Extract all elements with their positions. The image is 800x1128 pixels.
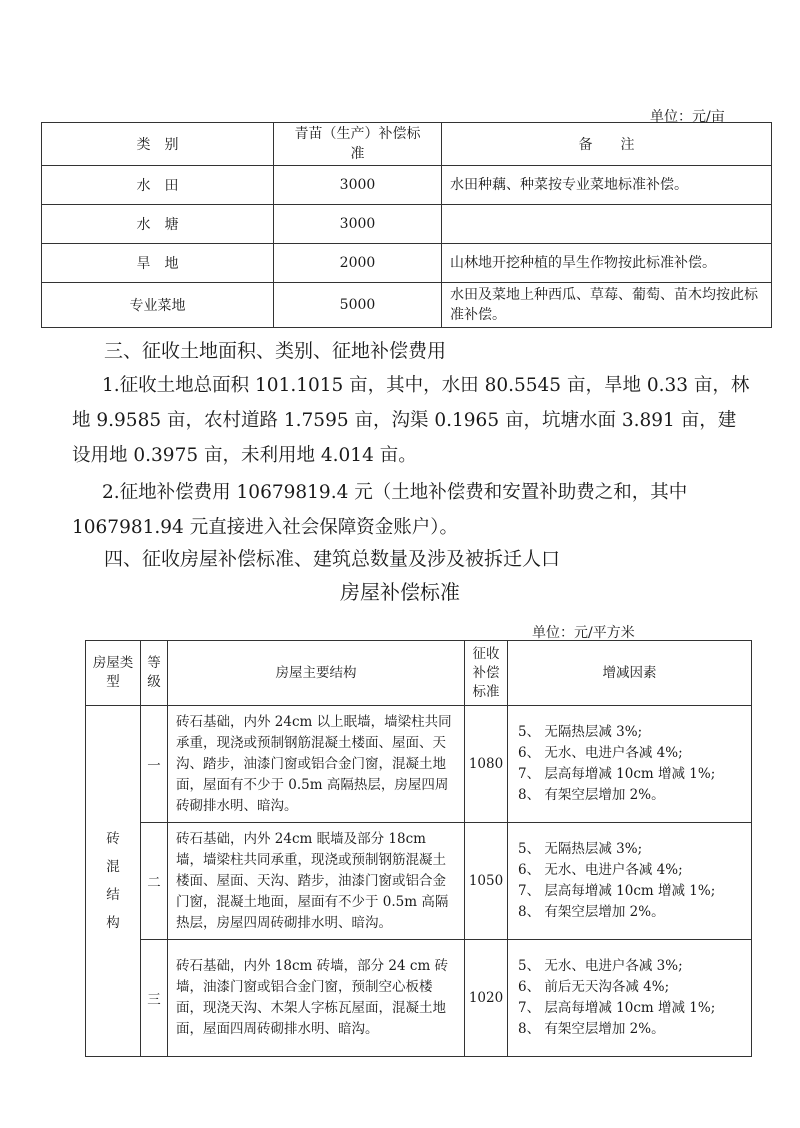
header-factors: 增减因素: [508, 641, 752, 706]
section4-heading: 四、征收房屋补偿标准、建筑总数量及涉及被拆迁人口: [104, 548, 561, 570]
section3-heading: 三、征收土地面积、类别、征地补偿费用: [104, 340, 447, 362]
table-row: [42, 166, 772, 205]
grade-cell: 一: [141, 706, 168, 823]
note-cell: 水田种藕、种菜按专业菜地标准补偿。: [442, 166, 772, 205]
factor-item: 5、 无水、电进户各减 3%;: [518, 958, 683, 974]
table1-unit: 单位：元/亩: [650, 109, 725, 125]
price-cell: 1050: [465, 823, 508, 940]
table-row: [42, 205, 772, 244]
table2-title: 房屋补偿标准: [340, 580, 460, 604]
factors-cell: [508, 706, 752, 823]
header-category: 类 别: [42, 123, 274, 166]
price-cell: 1020: [465, 940, 508, 1057]
amount-cell: 3000: [274, 205, 442, 244]
factor-item: 8、 有架空层增加 2%。: [518, 904, 665, 920]
category-cell: 专业菜地: [42, 283, 274, 328]
header-house-type: 房屋类型: [86, 641, 141, 706]
category-cell: 水 塘: [42, 205, 274, 244]
factor-item: 6、 无水、电进户各减 4%;: [518, 745, 683, 761]
house-type-cell: 砖混结构: [86, 706, 141, 1057]
factor-item: 6、 无水、电进户各减 4%;: [518, 862, 683, 878]
grade-cell: 二: [141, 823, 168, 940]
header-amount: 青苗（生产）补偿标准: [274, 123, 442, 166]
table-row: [86, 823, 752, 940]
structure-cell: 砖石基础，内外 24cm 眠墙及部分 18cm 墙，墙梁柱共同承重，现浇或预制钢筋混凝土楼面、屋面、天沟、踏步，油漆门窗或铝合金门窗，混凝土地面，屋面有不少于 0.5m 高隔热层，房屋四周砖砌排水明、暗沟。: [168, 823, 465, 940]
seedling-compensation-table: [41, 122, 772, 328]
factor-item: 8、 有架空层增加 2%。: [518, 1021, 665, 1037]
price-cell: 1080: [465, 706, 508, 823]
amount-cell: 3000: [274, 166, 442, 205]
amount-cell: 5000: [274, 283, 442, 328]
note-cell: [442, 205, 772, 244]
factors-cell: [508, 823, 752, 940]
structure-cell: 砖石基础，内外 24cm 以上眠墙，墙梁柱共同承重，现浇或预制钢筋混凝土楼面、屋面、天沟、踏步，油漆门窗或铝合金门窗，混凝土地面，屋面有不少于 0.5m 高隔热层，房屋四周砖砌排水明、暗沟。: [168, 706, 465, 823]
category-cell: 水 田: [42, 166, 274, 205]
factor-item: 7、 层高每增减 10cm 增减 1%;: [518, 766, 716, 782]
factor-item: 5、 无隔热层减 3%;: [518, 724, 643, 740]
note-cell: 山林地开挖种植的旱生作物按此标准补偿。: [442, 244, 772, 283]
note-cell: 水田及菜地上种西瓜、草莓、葡萄、苗木均按此标准补偿。: [442, 283, 772, 328]
factor-item: 7、 层高每增减 10cm 增减 1%;: [518, 1000, 716, 1016]
header-structure: 房屋主要结构: [168, 641, 465, 706]
section3-paragraph-1: 1.征收土地总面积 101.1015 亩，其中，水田 80.5545 亩，旱地 0.33 亩，林地 9.9585 亩，农村道路 1.7595 亩，沟渠 0.1965 亩，坑塘水面 3.891 亩，建设用地 0.3975 亩，未利用地 4.014 亩。: [72, 375, 750, 466]
header-price: 征收补偿标准: [465, 641, 508, 706]
factors-cell: [508, 940, 752, 1057]
category-cell: 旱 地: [42, 244, 274, 283]
table-row: [42, 244, 772, 283]
factor-item: 5、 无隔热层减 3%;: [518, 841, 643, 857]
structure-cell: 砖石基础，内外 18cm 砖墙，部分 24 cm 砖墙，油漆门窗或铝合金门窗，预制空心板楼面，现浇天沟、木架人字栋瓦屋面，混凝土地面，屋面四周砖砌排水明、暗沟。: [168, 940, 465, 1057]
header-grade: 等级: [141, 641, 168, 706]
factor-item: 8、 有架空层增加 2%。: [518, 787, 665, 803]
grade-cell: 三: [141, 940, 168, 1057]
amount-cell: 2000: [274, 244, 442, 283]
table2-unit: 单位：元/平方米: [532, 625, 635, 641]
factor-item: 7、 层高每增减 10cm 增减 1%;: [518, 883, 716, 899]
house-compensation-table: [85, 640, 752, 1057]
header-note: 备 注: [442, 123, 772, 166]
section3-paragraph-2: 2.征地补偿费用 10679819.4 元（土地补偿费和安置补助费之和，其中 1067981.94 元直接进入社会保障资金账户）。: [72, 482, 688, 538]
table-row: [86, 940, 752, 1057]
factor-item: 6、 前后无天沟各减 4%;: [518, 979, 670, 995]
table-row: [42, 283, 772, 328]
table-row: [86, 706, 752, 823]
